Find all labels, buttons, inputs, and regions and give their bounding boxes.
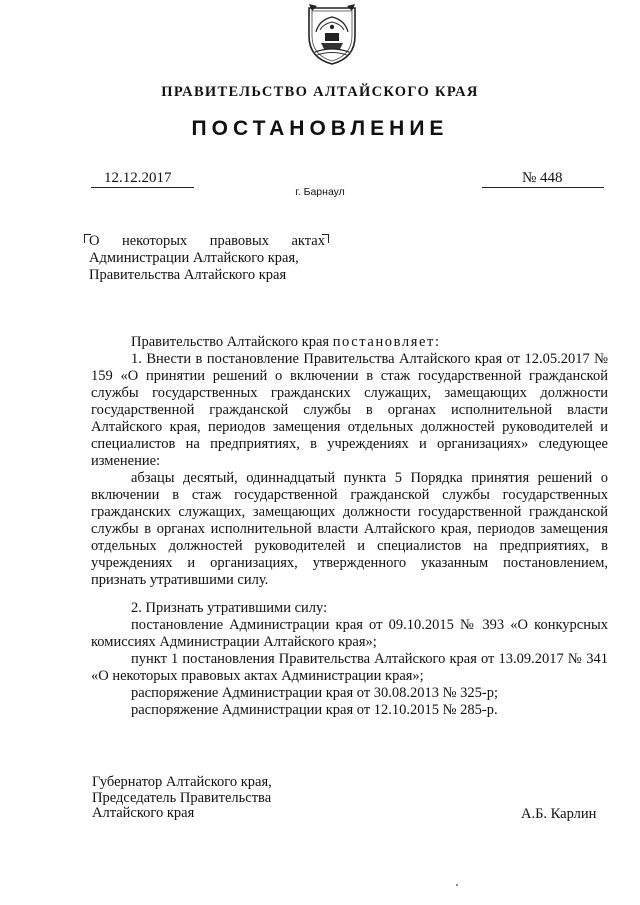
item-2-bullet-c: распоряжение Администрации края от 30.08.2013 № 325-р; xyxy=(131,685,498,701)
subject-word: О xyxy=(89,233,100,249)
signature-title-line: Губернатор Алтайского края, xyxy=(92,774,272,790)
scan-speck xyxy=(456,884,458,886)
item-2-paragraph: 2. Признать утратившими силу: xyxy=(131,600,328,616)
city-label: г. Барнаул xyxy=(295,186,345,198)
subject-word: правовых xyxy=(209,233,269,249)
document-type-title: ПОСТАНОВЛЕНИЕ xyxy=(191,117,449,140)
signature-title-block xyxy=(92,775,272,822)
subject-line-1 xyxy=(89,233,325,250)
signature-title-line: Алтайского края xyxy=(92,805,195,821)
preamble-decree-word: постановляет: xyxy=(332,334,441,350)
subject-line-3: Правительства Алтайского края xyxy=(89,267,287,283)
item-2-bullet-d: распоряжение Администрации края от 12.10.2015 № 285-р. xyxy=(131,702,498,718)
signatory-name: А.Б. Карлин xyxy=(521,806,597,822)
subject-line-2: Администрации Алтайского края, xyxy=(89,250,299,266)
item-2-bullet-a: постановление Администрации края от 09.10.2015 № 393 «О конкурсных комиссиях Администрации Алтайского края»; xyxy=(91,617,608,650)
organization-title: ПРАВИТЕЛЬСТВО АЛТАЙСКОГО КРАЯ xyxy=(161,84,479,100)
document-date: 12.12.2017 xyxy=(104,170,172,186)
item-1-detail-paragraph: абзацы десятый, одиннадцатый пункта 5 Порядка принятия решений о включении в стаж государственной гражданской службы государственных гражданских служащих, замещающих должности государственной гражданской службы в органах исполнительной власти Алтайского края, периодов замещения отдельных должностей руководителей и специалистов на предприятиях, в учреждениях и организациях, утвержденного указанным постановлением, признать утратившими силу. xyxy=(91,470,608,588)
document-number: № 448 xyxy=(522,170,563,186)
item-1-paragraph: 1. Внести в постановление Правительства Алтайского края от 12.05.2017 № 159 «О принятии решений о включении в стаж государственной гражданской службы государственных гражданских служащих, замещающих должности государственной гражданской службы в органах исполнительной власти Алтайского края, периодов замещения отдельных должностей руководителей и специалистов на предприятиях, в учреждениях и организациях» следующее изменение: xyxy=(91,351,608,469)
document-subject xyxy=(89,233,325,284)
signature-title-line: Председатель Правительства xyxy=(92,789,272,806)
item-2-bullet-b: пункт 1 постановления Правительства Алтайского края от 13.09.2017 № 341 «О некоторых правовых актах Администрации края»; xyxy=(91,651,608,684)
altai-coat-of-arms-icon xyxy=(305,2,359,66)
subject-word: актах xyxy=(291,233,325,249)
preamble-text: Правительство Алтайского края xyxy=(131,334,333,350)
subject-word: некоторых xyxy=(121,233,188,249)
preamble xyxy=(91,334,608,351)
